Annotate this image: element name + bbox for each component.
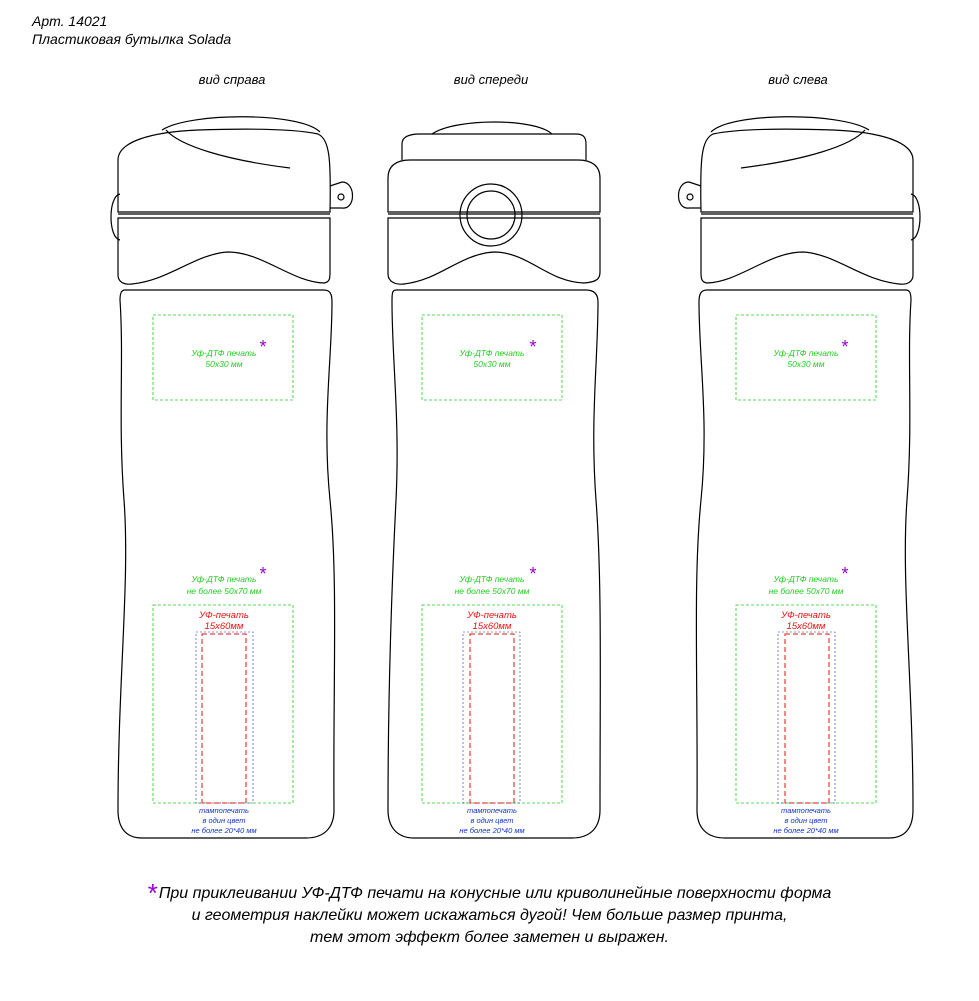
lid-cap [402,134,586,160]
hinge-loop [679,182,702,208]
article-number: Арт. 14021 [32,13,108,29]
lid-curve [166,130,290,168]
uv-dtf-bottom-label-1: Уф-ДТФ печать [191,574,257,584]
front-button-outer [460,184,522,246]
uv-print-zone [785,634,829,803]
uv-label-2: 15х60мм [472,621,512,632]
lid-dome [432,122,552,134]
bottle-body [118,290,335,838]
bottle-left-view [679,117,921,838]
pad-label-3: не более 20*40 мм [459,826,525,835]
view-title-right: вид справа [198,72,266,87]
pad-label-2: в один цвет [784,816,828,825]
uv-label-1: УФ-печать [199,610,249,621]
pad-label-2: в один цвет [202,816,246,825]
hinge-hole [338,194,344,200]
collar [701,218,913,284]
bottle-right-view [111,117,353,838]
labels-front-view [455,337,537,835]
footnote-asterisk: * [147,878,158,908]
pad-label-2: в один цвет [470,816,514,825]
uv-dtf-bottom-zone [422,605,562,803]
footnote-line-2: и геометрия наклейки может искажаться дугой! Чем больше размер принта, [191,907,788,924]
pad-print-zone [463,632,520,803]
uv-print-zone [470,634,514,803]
footnote-text-1: При приклеивании УФ-ДТФ печати на конусные или криволинейные поверхности форма [158,885,832,902]
pad-print-zone [196,632,253,803]
uv-dtf-bottom-zone [153,605,293,803]
uv-dtf-bottom-label-1: Уф-ДТФ печать [459,574,525,584]
side-button [111,194,120,240]
footnote-line-1 [0,878,979,908]
uv-label-2: 15х60мм [786,621,826,632]
lid-curve [741,130,865,168]
uv-dtf-top-label-2: 50х30 мм [787,359,825,369]
lid-top [118,129,330,212]
pad-label-3: не более 20*40 мм [191,826,257,835]
pad-label-1: тампопечать [199,806,249,815]
labels-left-view [769,337,849,835]
view-title-left: вид слева [768,72,828,87]
pad-label-3: не более 20*40 мм [773,826,839,835]
asterisk-mark: * [841,564,849,584]
hinge-hole [687,194,693,200]
asterisk-mark: * [259,564,267,584]
asterisk-mark: * [841,337,849,357]
uv-dtf-bottom-label-2: не более 50х70 мм [454,586,530,596]
uv-dtf-top-label-1: Уф-ДТФ печать [191,348,257,358]
front-button-inner [467,191,515,239]
asterisk-mark: * [259,337,267,357]
uv-dtf-top-label-2: 50х30 мм [205,359,243,369]
uv-label-1: УФ-печать [781,610,831,621]
uv-dtf-bottom-label-1: Уф-ДТФ печать [773,574,839,584]
uv-dtf-top-label-1: Уф-ДТФ печать [459,348,525,358]
hinge-loop [330,182,353,208]
bottle-body [388,290,600,838]
footnote-line-3: тем этот эффект более заметен и выражен. [310,929,669,946]
lid-top [701,129,913,212]
asterisk-mark: * [529,337,537,357]
product-name: Пластиковая бутылка Solada [32,31,232,47]
uv-print-zone [202,634,246,803]
pad-label-1: тампопечать [467,806,517,815]
bottle-front-view [388,122,600,838]
lid-top [388,160,600,212]
pad-label-1: тампопечать [781,806,831,815]
footnote [0,878,979,949]
uv-label-2: 15х60мм [204,621,244,632]
uv-dtf-bottom-zone [736,605,876,803]
zones-left-view [736,315,876,803]
asterisk-mark: * [529,564,537,584]
side-button [911,194,920,240]
pad-print-zone [778,632,835,803]
bottle-body [696,290,913,838]
labels-right-view [187,337,267,835]
collar [388,218,600,284]
uv-label-1: УФ-печать [467,610,517,621]
uv-dtf-top-label-1: Уф-ДТФ печать [773,348,839,358]
uv-dtf-top-label-2: 50х30 мм [473,359,511,369]
view-title-front: вид спереди [453,72,529,87]
uv-dtf-bottom-label-2: не более 50х70 мм [768,586,844,596]
collar [118,218,330,284]
uv-dtf-bottom-label-2: не более 50х70 мм [186,586,262,596]
